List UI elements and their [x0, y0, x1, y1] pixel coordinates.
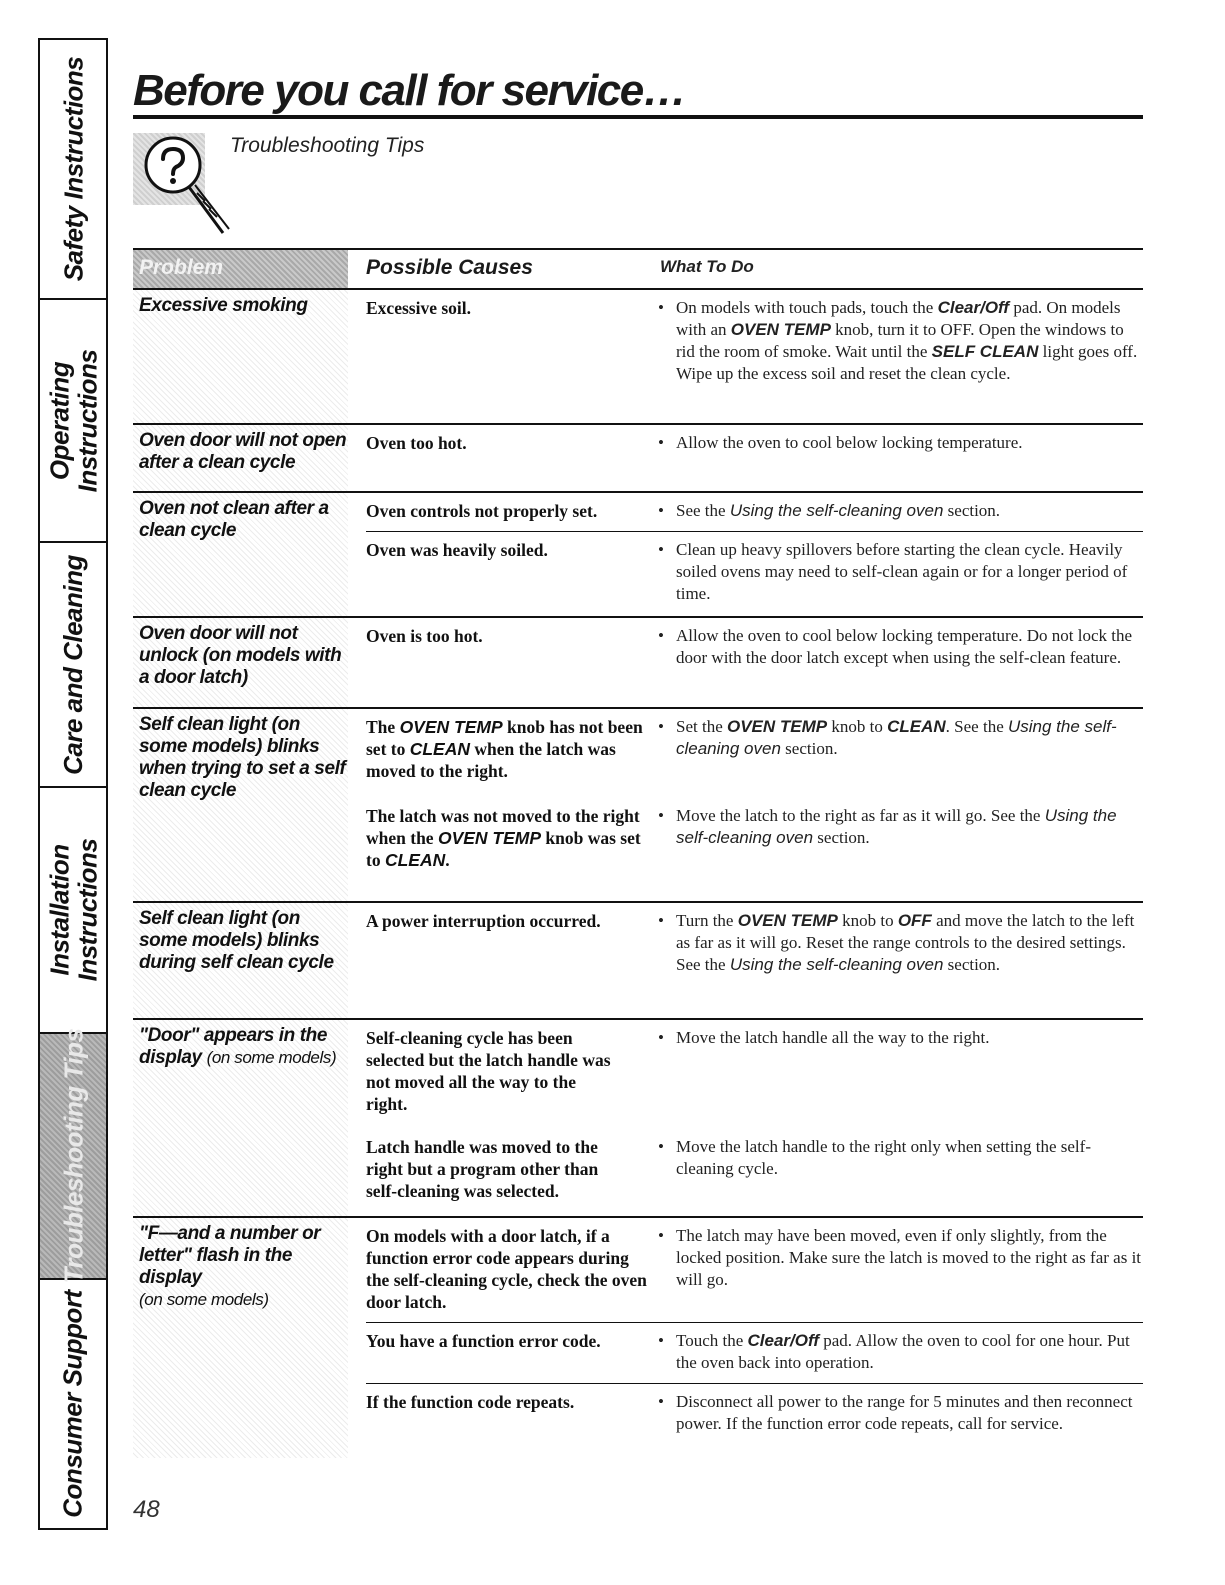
table-row [133, 903, 1143, 1020]
table-row [133, 1218, 1143, 1458]
cause-row [366, 1020, 1143, 1124]
table-row [133, 425, 1143, 493]
tab-troubleshooting-tips[interactable] [40, 1028, 106, 1284]
title-rule [133, 115, 1143, 119]
section-tabs [38, 38, 108, 1530]
problem-cell: Self clean light (on some models) blinks when trying to set a self clean cycle [133, 709, 348, 901]
problem-cell: Excessive smoking [133, 290, 348, 423]
todo-text: • Touch the Clear/Off pad. Allow the oven to cool for one hour. Put the oven back into operation. [658, 1331, 1130, 1372]
cause-text: Oven is too hot. [366, 626, 483, 646]
todo-text: • Move the latch to the right as far as it will go. See the Using the self-cleaning oven section. [658, 806, 1117, 847]
cause-row [366, 425, 1143, 463]
todo-text: • The latch may have been moved, even if only slightly, from the locked position. Make sure the latch is moved to the right as far as it will go. [658, 1226, 1142, 1289]
page-title: Before you call for service… [133, 66, 686, 115]
cause-text: Oven too hot. [366, 433, 467, 453]
cause-row [366, 290, 1143, 394]
cause-row [366, 1322, 1143, 1383]
problem-cell: "F—and a number or letter" flash in the display (on some models) [133, 1218, 348, 1458]
cause-text: A power interruption occurred. [366, 911, 601, 931]
cause-text: Oven controls not properly set. [366, 501, 598, 521]
cause-text: The OVEN TEMP knob has not been set to CLEAN when the latch was moved to the right. [366, 717, 643, 781]
page-number: 48 [133, 1496, 160, 1523]
tab-consumer-support[interactable] [40, 1280, 106, 1528]
tab-label: Troubleshooting Tips [58, 1028, 88, 1284]
table-row [133, 709, 1143, 903]
todo-text: • Move the latch handle all the way to the right. [658, 1028, 990, 1047]
cause-text: If the function code repeats. [366, 1392, 575, 1412]
cause-row [366, 1383, 1143, 1444]
problem-cell: Self clean light (on some models) blinks during self clean cycle [133, 903, 348, 1018]
cause-text: Excessive soil. [366, 298, 471, 318]
cause-text: Latch handle was moved to the right but a program other than self-cleaning was selected. [366, 1137, 599, 1201]
page-subtitle: Troubleshooting Tips [230, 134, 425, 157]
todo-text: • Allow the oven to cool below locking temperature. Do not lock the door with the door latch except when using the self-clean feature. [658, 626, 1133, 667]
question-magnifier-icon [133, 125, 243, 245]
cause-text: Oven was heavily soiled. [366, 540, 548, 560]
tab-installation-instructions[interactable] [40, 788, 106, 1034]
problem-cell: Oven door will not open after a clean cycle [133, 425, 348, 491]
table-row [133, 1020, 1143, 1218]
todo-text: • Move the latch handle to the right only when setting the self-cleaning cycle. [658, 1137, 1091, 1178]
problem-cell: Oven door will not unlock (on models with a door latch) [133, 618, 348, 707]
column-header-causes: Possible Causes [366, 256, 533, 279]
cause-row [366, 531, 1143, 614]
problem-cell: "Door" appears in the display (on some models) [133, 1020, 348, 1216]
cause-row [366, 618, 1143, 678]
cause-text: On models with a door latch, if a function error code appears during the self-cleaning cycle, check the oven door latch. [366, 1226, 647, 1312]
tab-label: Safety Instructions [58, 56, 88, 282]
table-row [133, 493, 1143, 618]
tab-label: Operating Instructions [44, 349, 103, 492]
todo-text: • See the Using the self-cleaning oven section. [658, 501, 1001, 520]
todo-text: • Clean up heavy spillovers before starting the clean cycle. Heavily soiled ovens may need to self-clean again or for a longer period of time. [658, 540, 1128, 603]
table-row [133, 290, 1143, 425]
cause-row [366, 1124, 1143, 1211]
cause-text: You have a function error code. [366, 1331, 601, 1351]
cause-row [366, 493, 1143, 531]
cause-row [366, 903, 1143, 985]
tab-label: Installation Instructions [44, 838, 103, 982]
table-row [133, 618, 1143, 709]
cause-text: Self-cleaning cycle has been selected but the latch handle was not moved all the way to the right. [366, 1028, 611, 1114]
tab-operating-instructions[interactable] [40, 300, 106, 543]
todo-text: • Turn the OVEN TEMP knob to OFF and move the latch to the left as far as it will go. Reset the range controls to the desired settings. See the Using the self-cleaning oven section. [658, 911, 1135, 974]
tab-label: Consumer Support [58, 1290, 89, 1518]
column-header-todo: What To Do [660, 257, 754, 276]
table-header [133, 248, 1143, 290]
tab-label: Care and Cleaning [58, 554, 88, 775]
todo-text: • Set the OVEN TEMP knob to CLEAN. See the Using the self-cleaning oven section. [658, 717, 1117, 758]
problem-cell: Oven not clean after a clean cycle [133, 493, 348, 616]
todo-text: • Allow the oven to cool below locking temperature. [658, 433, 1023, 452]
cause-row [366, 791, 1143, 880]
tab-safety-instructions[interactable] [40, 40, 106, 300]
troubleshooting-table [133, 248, 1143, 1458]
todo-text: • Disconnect all power to the range for 5 minutes and then reconnect power. If the function error code repeats, call for service. [658, 1392, 1133, 1433]
cause-row [366, 1218, 1143, 1322]
cause-row [366, 709, 1143, 791]
tab-care-and-cleaning[interactable] [40, 543, 106, 788]
column-header-problem: Problem [133, 250, 348, 288]
todo-text: • On models with touch pads, touch the Clear/Off pad. On models with an OVEN TEMP knob, turn it to OFF. Open the windows to rid the room of smoke. Wait until the SELF CLEAN light goes off. Wipe up the excess soil and reset the clean cycle. [658, 298, 1138, 383]
cause-text: The latch was not moved to the right when the OVEN TEMP knob was set to CLEAN. [366, 806, 641, 870]
